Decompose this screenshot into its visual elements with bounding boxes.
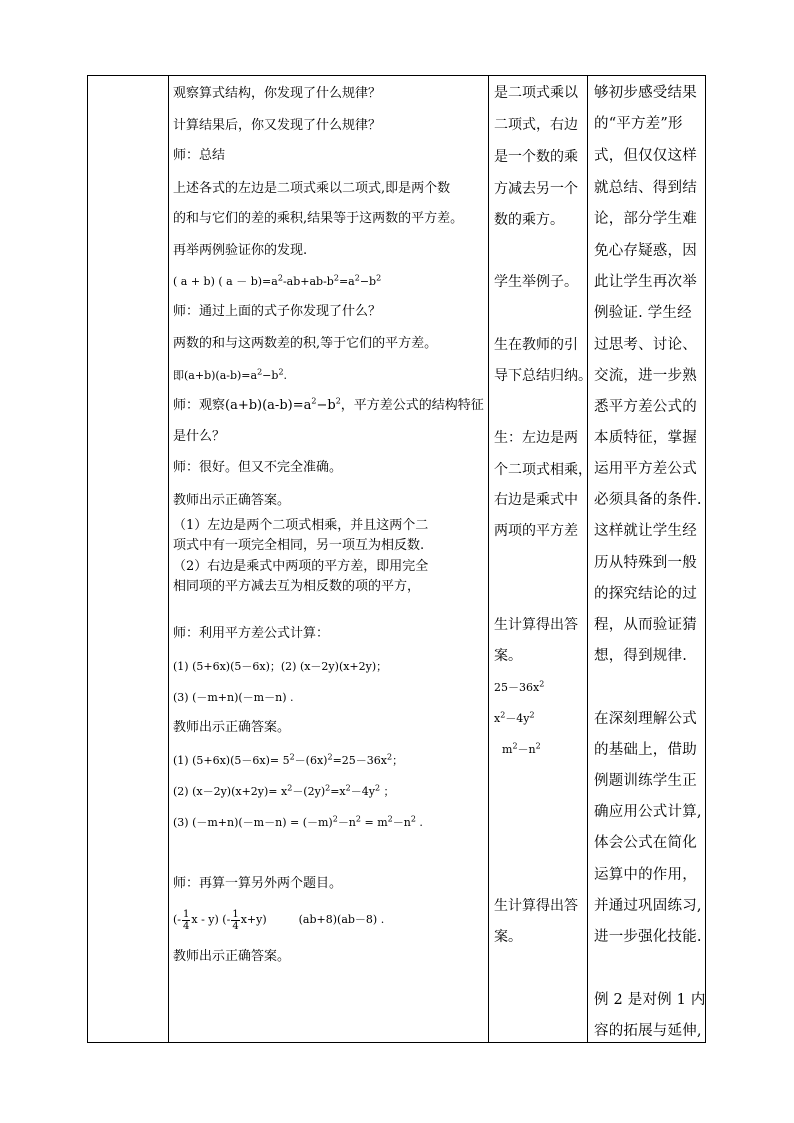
text-line: 项式中有一项完全相同，另一项互为相反数.: [173, 538, 425, 553]
text-line: 上述各式的左边是二项式乘以二项式,即是两个数: [173, 181, 451, 196]
text-line: 两项的平方差: [494, 523, 578, 539]
formula-line: (1) $(5+6x)(5-6x)= 5^2-(6x)^2=25-36x^2$；: [173, 752, 404, 767]
formula-line: (3) $(-m+n)(-m-n) = (-m)^2-n^2 = m^2-n^2$ .: [173, 814, 423, 829]
formula-line: $m^2-n^2$: [502, 741, 541, 756]
text-line: 右边是乘式中: [494, 492, 578, 508]
text-line: 这样就让学生经: [594, 523, 697, 539]
text-line: 确应用公式计算,: [594, 804, 702, 820]
text-line: 教师出示正确答案。: [173, 949, 291, 964]
fraction: $\frac{1}{4}$: [183, 908, 190, 932]
text-line: 师：总结: [173, 148, 226, 163]
text-line: 师：很好。但又不完全准确。: [173, 460, 343, 475]
text-line: 的基础上，借助: [594, 742, 697, 758]
text-line: 体会公式在简化: [594, 835, 697, 851]
text-line: 是一个数的乘: [494, 149, 578, 165]
text-line: 二项式，右边: [494, 117, 578, 133]
text-line: （1）左边是两个二项式相乘，并且这两个二: [173, 518, 429, 533]
student-activity-column: [494, 76, 592, 1042]
text-line: 导下总结归纳。: [494, 368, 592, 384]
text-line: 例验证. 学生经: [594, 305, 692, 321]
text-line: 式，但仅仅这样: [594, 148, 697, 164]
text-line: 交流，进一步熟: [594, 368, 697, 384]
formula-line: (2) $(x-2y)(x+2y)= x^2-(2y)^2=x^2-4y^2$ ；: [173, 783, 395, 798]
text-line: 师：观察$(a+b)(a-b)=a^2-b^2$，平方差公式的结构特征: [173, 396, 484, 413]
formula-line: (3) (－m+n)(－m－n) .: [173, 691, 294, 704]
text-line: 进一步强化技能.: [594, 929, 702, 945]
text-line: 想，得到规律.: [594, 648, 688, 664]
text-line: 必须具备的条件.: [594, 492, 702, 508]
text-line: 方减去另一个: [494, 181, 578, 197]
design-intent-column: [594, 76, 706, 1042]
text-line: 生：左边是两: [494, 430, 578, 446]
text-line: 两数的和与这两数差的积,等于它们的平方差。: [173, 336, 438, 351]
formula-line: $25-36x^2$: [494, 679, 545, 694]
text-line: 案。: [494, 929, 522, 945]
text-line: 学生举例子。: [494, 274, 578, 290]
formula-line: (- $\frac{1}{4}$ x - y) (- $\frac{1}{4}$ x+y) (ab+8)(ab－8) .: [173, 908, 385, 932]
text-line: 的和与它们的差的乘积,结果等于这两数的平方差。: [173, 211, 464, 226]
column-divider: [168, 76, 169, 1042]
text-line: 观察算式结构，你发现了什么规律？: [173, 86, 382, 101]
text-line: 师：通过上面的式子你发现了什么？: [173, 304, 382, 319]
text-line: 例 2 是对例 1 内: [594, 992, 706, 1008]
text-line: 就总结、得到结: [594, 180, 697, 196]
text-line: （2）右边是乘式中两项的平方差，即用完全: [173, 559, 429, 574]
text-line: 师：再算一算另外两个题目。: [173, 876, 343, 891]
text-line: 教师出示正确答案。: [173, 720, 291, 735]
text-line: 历从特殊到一般: [594, 555, 697, 571]
text-line: 再举两例验证你的发现.: [173, 243, 308, 258]
text-line: 教师出示正确答案。: [173, 493, 291, 508]
text-line: 本质特征，掌握: [594, 430, 697, 446]
formula-line: ( a + b) ( $a - b)=a^2-ab+ab-b^2=a^2-b^2$: [173, 273, 382, 288]
text-line: 论，部分学生难: [594, 211, 697, 227]
text-line: 生计算得出答: [494, 617, 578, 633]
text-line: 计算结果后，你又发现了什么规律？: [173, 118, 382, 133]
text-line: 案。: [494, 648, 522, 664]
text-line: 相同项的平方减去互为相反数的项的平方，: [173, 579, 421, 594]
text-line: 的探究结论的过: [594, 586, 697, 602]
text-line: 在深刻理解公式: [594, 711, 697, 727]
text-line: 生计算得出答: [494, 898, 578, 914]
text-line: 数的乘方。: [494, 212, 564, 228]
text-line: 此让学生再次举: [594, 274, 697, 290]
text-line: 并通过巩固练习,: [594, 898, 702, 914]
lesson-table: [87, 75, 706, 1043]
formula-line: (1) (5+6x)(5－6x)；(2) (x－2y)(x+2y)；: [173, 660, 388, 673]
formula-line: 即$(a+b)(a-b)=a^2-b^2$.: [173, 367, 288, 382]
text-line: 师：利用平方差公式计算：: [173, 626, 330, 641]
text-line: 过思考、讨论、: [594, 337, 697, 353]
text-line: 免心存疑惑，因: [594, 243, 697, 259]
text-line: 生在教师的引: [494, 337, 578, 353]
formula-line: $x^2-4y^2$: [494, 710, 535, 725]
teacher-activity-column: [173, 76, 487, 1042]
text-line: 程，从而验证猜: [594, 617, 697, 633]
column-divider: [488, 76, 489, 1042]
text-line: 运用平方差公式: [594, 461, 697, 477]
text-line: 运算中的作用，: [594, 867, 697, 883]
column-1-empty: [88, 76, 168, 1042]
text-line: 例题训练学生正: [594, 773, 697, 789]
text-line: 是二项式乘以: [494, 85, 578, 101]
text-line: 悉平方差公式的: [594, 399, 697, 415]
text-line: 是什么？: [173, 429, 226, 444]
column-divider: [587, 76, 588, 1042]
text-line: 容的拓展与延伸,: [594, 1023, 702, 1039]
text-line: 够初步感受结果: [594, 85, 697, 101]
text-line: 的“平方差”形: [594, 116, 683, 132]
text-line: 个二项式相乘，: [494, 462, 592, 478]
fraction: $\frac{1}{4}$: [232, 908, 239, 932]
